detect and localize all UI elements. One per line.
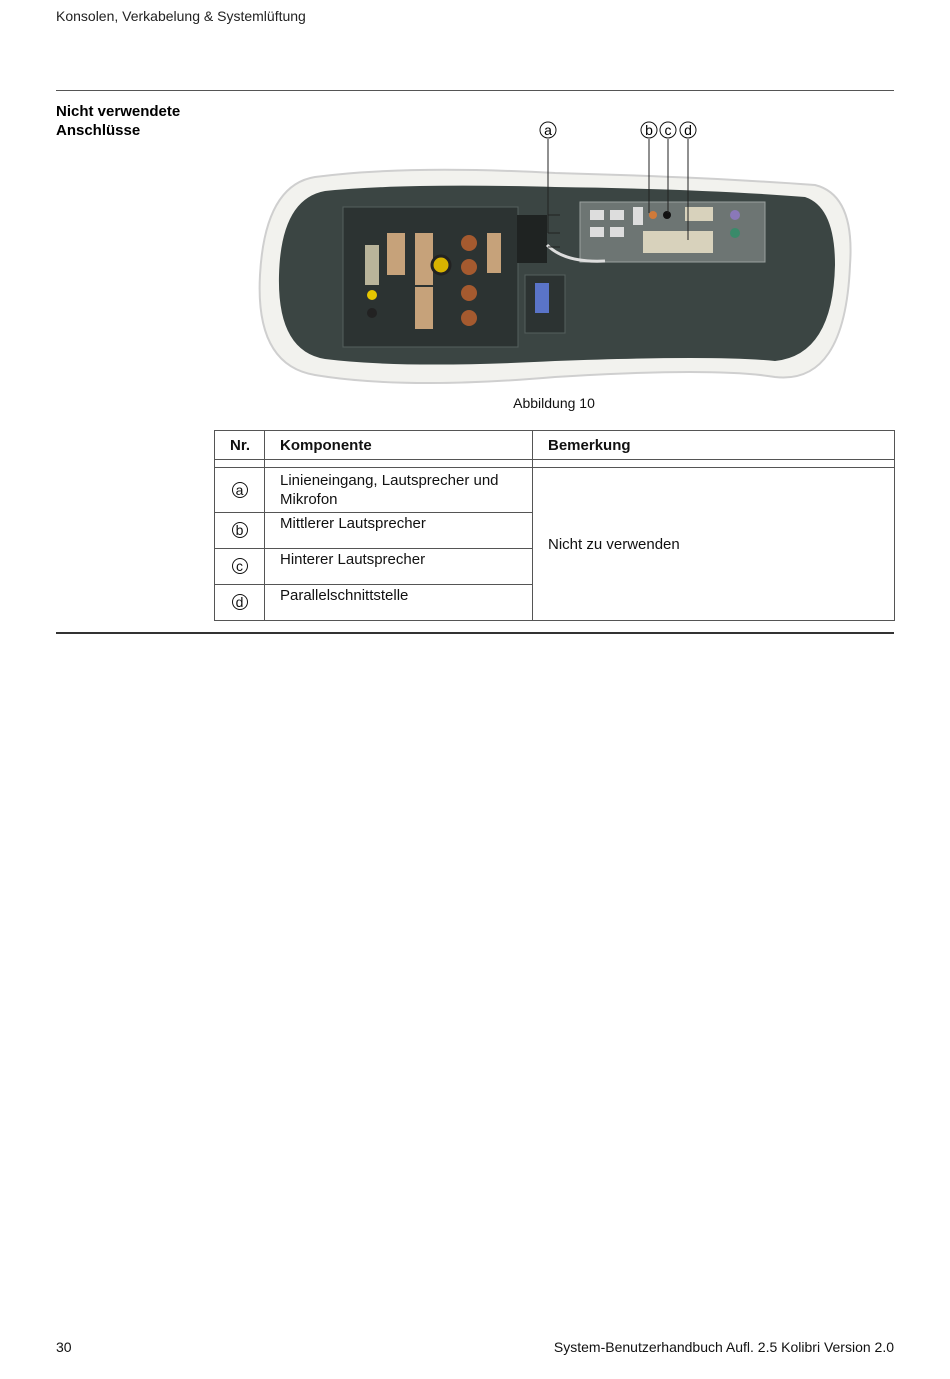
row-component-cell: Parallelschnittstelle xyxy=(265,585,533,621)
column-header-remark: Bemerkung xyxy=(533,431,895,460)
parallel-port-icon xyxy=(643,231,713,253)
row-marker-b: b xyxy=(232,522,248,538)
usb-port-4-icon xyxy=(610,227,624,237)
footer-document-title: System-Benutzerhandbuch Aufl. 2.5 Kolibri Version 2.0 xyxy=(553,1339,894,1355)
figure-caption: Abbildung 10 xyxy=(513,395,595,411)
row-nr-cell xyxy=(215,468,265,513)
serial-port-icon xyxy=(387,233,405,275)
spacer-cell xyxy=(533,460,895,468)
row-nr-cell xyxy=(215,549,265,585)
callout-c xyxy=(660,122,676,138)
bnc-port-3-icon xyxy=(461,285,477,301)
row-marker-a: a xyxy=(232,482,248,498)
row-component-cell: Linieneingang, Lautsprecher und Mikrofon xyxy=(265,468,533,513)
svideo-port-icon xyxy=(365,245,379,285)
row-component-cell: Hinterer Lautsprecher xyxy=(265,549,533,585)
section-title: Nicht verwendete Anschlüsse xyxy=(56,103,181,139)
running-header: Konsolen, Verkabelung & Systemlüftung xyxy=(56,8,306,24)
callout-b-label: b xyxy=(645,122,653,138)
callout-a xyxy=(540,122,556,138)
remark-cell: Nicht zu verwenden xyxy=(533,468,895,621)
firewire-port-icon xyxy=(633,207,643,225)
row-nr-cell xyxy=(215,585,265,621)
bnc-port-2-icon xyxy=(461,259,477,275)
row-nr-cell xyxy=(215,513,265,549)
row-component-cell: Mittlerer Lautsprecher xyxy=(265,513,533,549)
callout-a-label: a xyxy=(544,122,552,138)
column-header-nr: Nr. xyxy=(215,431,265,460)
rear-panel-illustration xyxy=(255,115,855,395)
rca-yellow-port-icon xyxy=(367,290,377,300)
dvi-port-icon xyxy=(415,233,433,285)
table-header-row xyxy=(215,431,895,460)
callout-d xyxy=(680,122,696,138)
usb-port-2-icon xyxy=(590,227,604,237)
callout-d-label: d xyxy=(684,122,692,138)
table-spacer-row xyxy=(215,460,895,468)
dvi-port-2-icon xyxy=(415,287,433,329)
row-marker-c: c xyxy=(232,558,248,574)
rear-panel-figure xyxy=(255,115,855,395)
usb-port-1-icon xyxy=(590,210,604,220)
audio-orange-port-icon xyxy=(649,211,657,219)
table-row xyxy=(215,468,895,513)
ps2-mouse-port-icon xyxy=(730,210,740,220)
components-table xyxy=(214,430,895,621)
bnc-port-1-icon xyxy=(461,235,477,251)
page-number: 30 xyxy=(56,1339,72,1355)
cable-connector-icon xyxy=(517,215,547,263)
bnc-port-yellow-icon xyxy=(432,256,450,274)
rca-black-port-icon xyxy=(367,308,377,318)
audio-black-port-icon xyxy=(663,211,671,219)
serial-port-2-icon xyxy=(685,207,713,221)
bottom-divider xyxy=(56,632,894,634)
ps2-keyboard-port-icon xyxy=(730,228,740,238)
callout-c-label: c xyxy=(664,122,672,138)
callout-b xyxy=(641,122,657,138)
bnc-port-4-icon xyxy=(461,310,477,326)
vga-port-icon xyxy=(535,283,549,313)
spacer-cell xyxy=(215,460,265,468)
column-header-component: Komponente xyxy=(265,431,533,460)
top-divider xyxy=(56,90,894,91)
bnc-bracket-icon xyxy=(487,233,501,273)
row-marker-d: d xyxy=(232,594,248,610)
usb-port-3-icon xyxy=(610,210,624,220)
spacer-cell xyxy=(265,460,533,468)
